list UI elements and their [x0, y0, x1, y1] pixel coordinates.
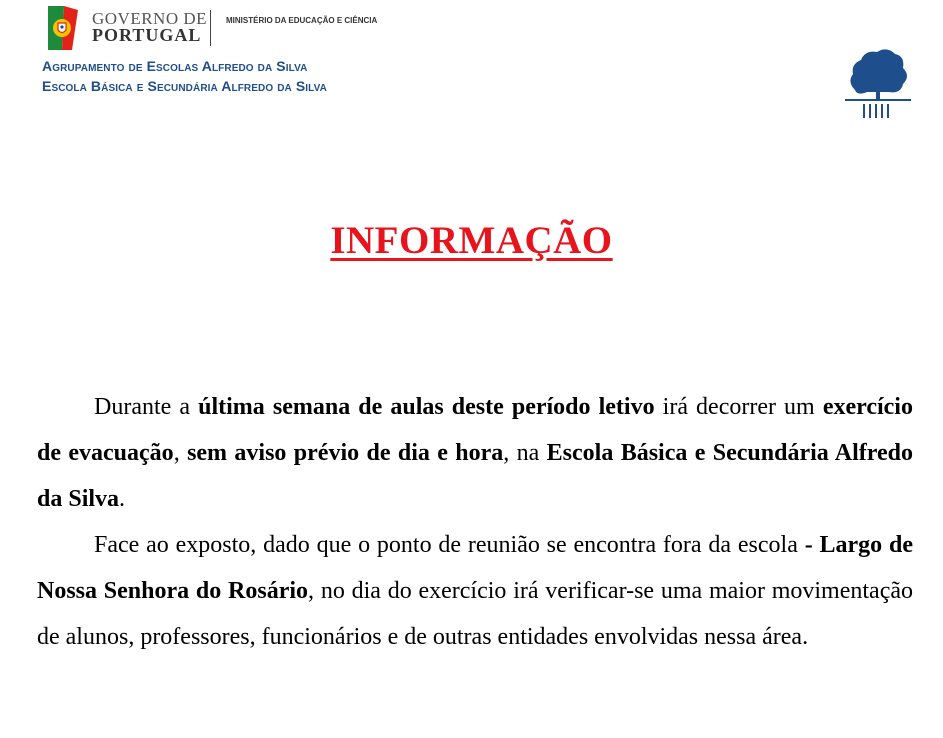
- ministry-label: MINISTÉRIO DA EDUCAÇÃO E CIÊNCIA: [226, 16, 378, 25]
- paragraph-2: [37, 522, 913, 660]
- document-body: [37, 384, 913, 660]
- school-name: Escola Básica e Secundária Alfredo da Silva: [42, 78, 327, 94]
- school-group-name: Agrupamento de Escolas Alfredo da Silva: [42, 58, 308, 74]
- document-header: [0, 0, 943, 140]
- p1-run: , na: [503, 440, 547, 466]
- gov-line1: GOVERNO DE: [92, 9, 208, 28]
- p1-run-bold: Escola Básica e Secundária Alfredo da Silva: [37, 440, 914, 512]
- tree-logo-icon: [843, 42, 913, 122]
- p1-run-bold: última semana de aulas deste período letivo: [198, 394, 655, 420]
- portugal-flag-emblem-icon: [42, 4, 82, 52]
- p1-run: Durante a: [94, 394, 199, 420]
- paragraph-1: [37, 384, 913, 522]
- page-title: INFORMAÇÃO: [330, 219, 613, 262]
- p2-run: , no dia do exercício irá verificar-se uma maior movimentação de alunos, professores, funcionários e de outras entidades envolvidas nessa área.: [37, 578, 913, 650]
- p1-run: irá decorrer um: [654, 394, 823, 420]
- p1-run: .: [119, 486, 126, 512]
- governo-de-portugal-wordmark: [92, 10, 212, 44]
- p2-run-bold: - Largo de Nossa Senhora do Rosário: [37, 532, 913, 604]
- logo-separator: [210, 10, 211, 46]
- p2-run: Face ao exposto, dado que o ponto de reunião se encontra fora da escola: [94, 532, 805, 558]
- p1-run: ,: [173, 440, 188, 466]
- gov-line2: PORTUGAL: [92, 25, 202, 45]
- p1-run-bold: exercício de evacuação: [37, 394, 913, 466]
- p1-run-bold: sem aviso prévio de dia e hora: [187, 440, 504, 466]
